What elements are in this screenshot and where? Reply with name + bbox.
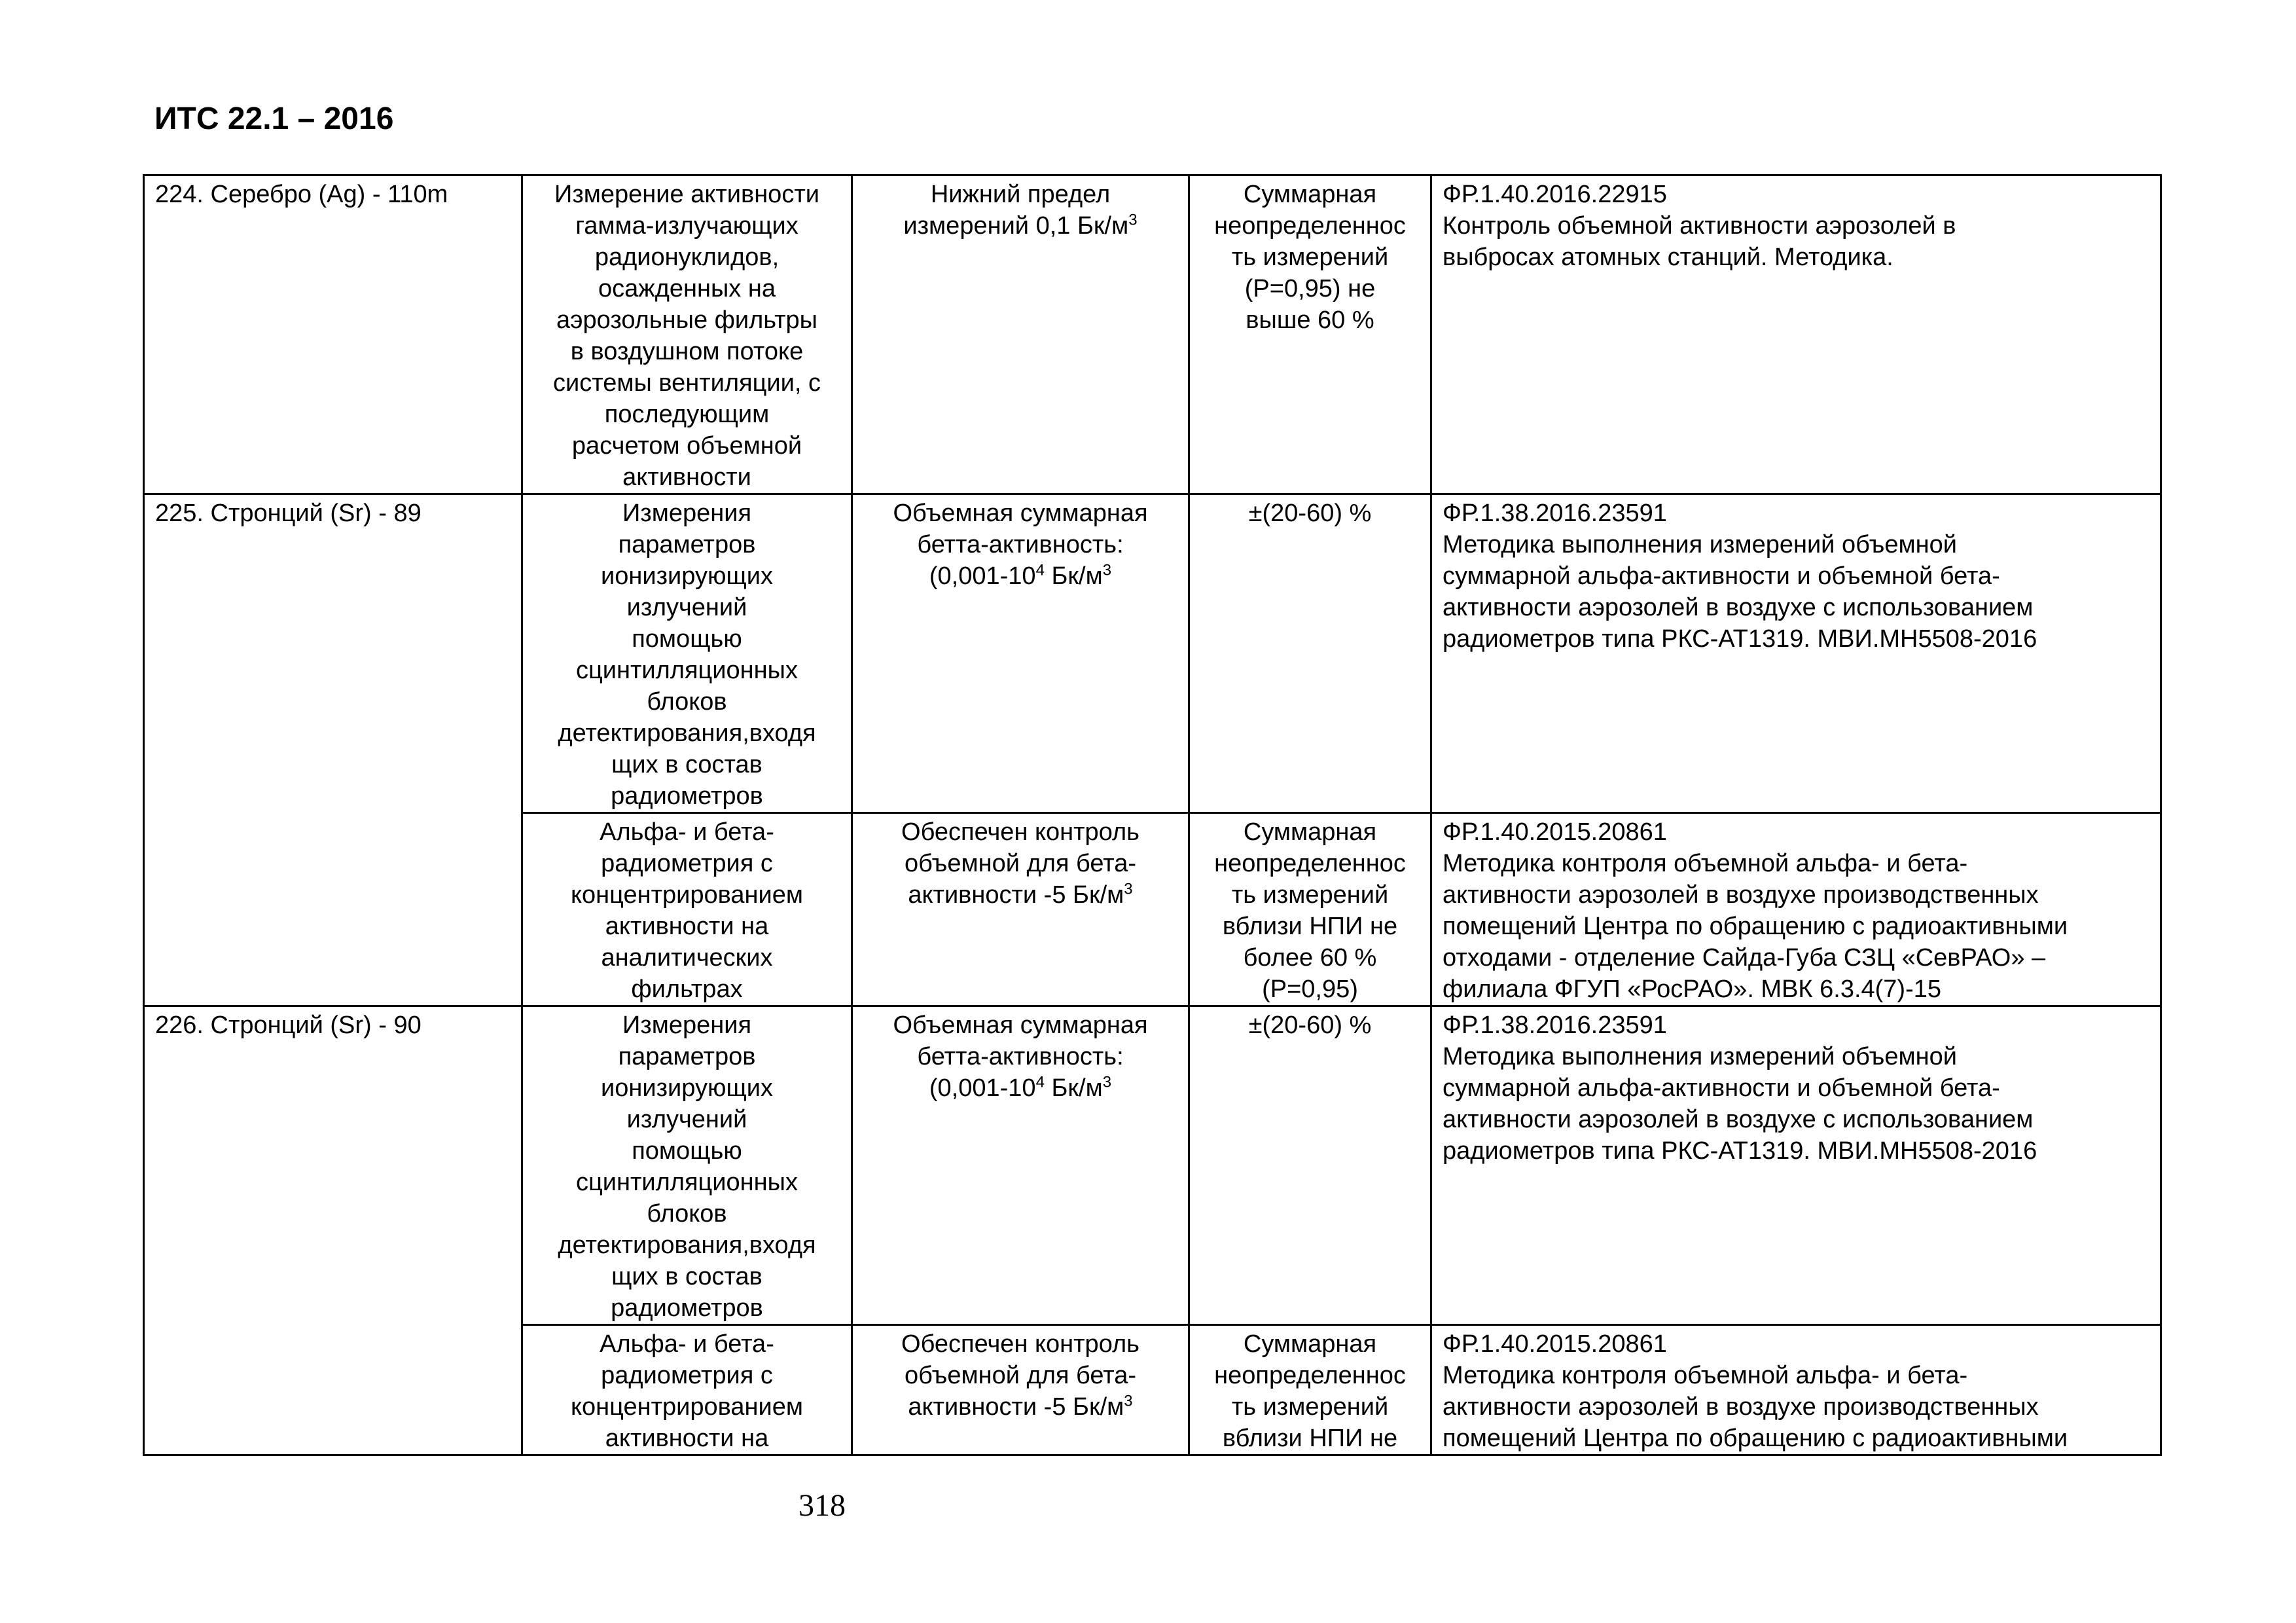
cell-line: радиометрия с xyxy=(601,1362,773,1389)
cell-line: ФР.1.40.2015.20861 xyxy=(1443,1330,1667,1358)
cell-line: аэрозольные фильтры xyxy=(556,306,817,334)
superscript: 3 xyxy=(1124,880,1133,898)
cell-line: Методика контроля объемной альфа- и бета- xyxy=(1443,850,1968,877)
cell-line: Методика выполнения измерений объемной xyxy=(1443,531,1957,558)
cell-line: ФР.1.40.2015.20861 xyxy=(1443,818,1667,846)
cell-line: суммарной альфа-активности и объемной бета- xyxy=(1443,562,2000,590)
cell-line: излучений xyxy=(626,594,747,621)
cell-line: системы вентиляции, с xyxy=(553,369,821,397)
cell-line: ть измерений xyxy=(1231,244,1389,271)
cell-line: неопределеннос xyxy=(1214,212,1406,240)
cell-line: Измерения xyxy=(622,500,752,527)
superscript: 4 xyxy=(1035,1073,1045,1091)
cell-line: Методика выполнения измерений объемной xyxy=(1443,1043,1957,1070)
doc-cell xyxy=(1431,175,2161,494)
cell-line: Контроль объемной активности аэрозолей в xyxy=(1443,212,1956,240)
cell-line: ФР.1.40.2016.22915 xyxy=(1443,181,1667,208)
cell-line: ±(20-60) % xyxy=(1248,500,1372,527)
cell-line: излучений xyxy=(626,1106,747,1133)
cell-line: ионизирующих xyxy=(601,562,773,590)
cell-line: Суммарная xyxy=(1243,818,1377,846)
superscript: 4 xyxy=(1035,561,1045,579)
accuracy-cell xyxy=(1189,813,1431,1006)
document-header: ИТС 22.1 – 2016 xyxy=(154,101,394,136)
cell-line: ±(20-60) % xyxy=(1248,1012,1372,1039)
cell-line: активности xyxy=(622,464,751,491)
cell-line: Суммарная xyxy=(1243,181,1377,208)
element-cell: 224. Серебро (Ag) - 110m xyxy=(144,175,522,494)
method-cell xyxy=(522,1325,852,1455)
cell-line: радиометров xyxy=(611,782,763,810)
cell-line: более 60 % xyxy=(1243,944,1377,972)
cell-line: активности -5 $Бк/м^3$ xyxy=(908,880,1133,909)
cell-line: Нижний предел xyxy=(930,181,1111,208)
doc-cell xyxy=(1431,813,2161,1006)
cell-line: блоков xyxy=(647,1200,727,1228)
range-cell xyxy=(852,1006,1189,1325)
cell-line: блоков xyxy=(647,688,727,716)
cell-line: сцинтилляционных xyxy=(576,1169,798,1196)
doc-cell xyxy=(1431,494,2161,813)
cell-line: ть измерений xyxy=(1231,881,1389,909)
cell-line: измерений 0,1 $Бк/м^3$ xyxy=(903,211,1138,240)
cell-line: объемной для бета- xyxy=(904,850,1136,877)
cell-line: суммарной альфа-активности и объемной бета- xyxy=(1443,1074,2000,1102)
cell-line: последующим xyxy=(604,401,770,428)
cell-line: активности аэрозолей в воздухе производственных xyxy=(1443,1393,2039,1421)
method-cell xyxy=(522,175,852,494)
cell-line: Обеспечен контроль xyxy=(901,1330,1139,1358)
cell-line: детектирования,входя xyxy=(558,1231,816,1259)
cell-line: Измерения xyxy=(622,1012,752,1039)
superscript: 3 xyxy=(1102,561,1112,579)
element-cell: 225. Стронций (Sr) - 89 xyxy=(144,494,522,1006)
accuracy-cell xyxy=(1189,1006,1431,1325)
superscript: 3 xyxy=(1124,1392,1133,1410)
method-cell xyxy=(522,494,852,813)
element-cell: 226. Стронций (Sr) - 90 xyxy=(144,1006,522,1455)
cell-line: отходами - отделение Сайда-Губа СЗЦ «СевРАО» – xyxy=(1443,944,2046,972)
cell-line: бетта-активность: xyxy=(917,531,1124,558)
cell-line: филиала ФГУП «РосРАО». МВК 6.3.4(7)-15 xyxy=(1443,976,1942,1003)
cell-line: помещений Центра по обращению с радиоактивными xyxy=(1443,1425,2068,1452)
superscript: 3 xyxy=(1102,1073,1112,1091)
cell-line: Обеспечен контроль xyxy=(901,818,1139,846)
cell-line: фильтрах xyxy=(631,976,743,1003)
cell-line: щих в состав xyxy=(611,751,762,778)
table-row xyxy=(144,1006,2161,1325)
cell-line: активности на xyxy=(605,1425,769,1452)
cell-line: Методика контроля объемной альфа- и бета- xyxy=(1443,1362,1968,1389)
cell-line: ФР.1.38.2016.23591 xyxy=(1443,500,1667,527)
cell-line: активности аэрозолей в воздухе с использованием xyxy=(1443,594,2034,621)
cell-line: радиометров типа РКС-АТ1319. МВИ.МН5508-2016 xyxy=(1443,1137,2037,1165)
range-cell xyxy=(852,1325,1189,1455)
cell-line: Объемная суммарная xyxy=(893,500,1148,527)
range-cell xyxy=(852,175,1189,494)
table-row xyxy=(144,175,2161,494)
method-cell xyxy=(522,1006,852,1325)
cell-line: в воздушном потоке xyxy=(570,338,804,365)
cell-line: аналитических xyxy=(601,944,773,972)
cell-line: сцинтилляционных xyxy=(576,657,798,684)
accuracy-cell xyxy=(1189,175,1431,494)
cell-line: неопределеннос xyxy=(1214,850,1406,877)
cell-line: вблизи НПИ не xyxy=(1222,1425,1398,1452)
cell-line: ионизирующих xyxy=(601,1074,773,1102)
cell-line: радионуклидов, xyxy=(594,244,780,271)
cell-line: активности аэрозолей в воздухе производственных xyxy=(1443,881,2039,909)
cell-line: ть измерений xyxy=(1231,1393,1389,1421)
accuracy-cell xyxy=(1189,494,1431,813)
cell-line: концентрированием xyxy=(570,881,804,909)
cell-line: Альфа- и бета- xyxy=(600,1330,774,1358)
cell-line: радиометров xyxy=(611,1294,763,1322)
doc-cell xyxy=(1431,1325,2161,1455)
cell-line: осажденных на xyxy=(598,275,776,302)
cell-line: Объемная суммарная xyxy=(893,1012,1148,1039)
method-cell xyxy=(522,813,852,1006)
cell-line: (Р=0,95) xyxy=(1262,976,1358,1003)
cell-line: радиометрия с xyxy=(601,850,773,877)
cell-line: помощью xyxy=(632,625,742,653)
cell-line: объемной для бета- xyxy=(904,1362,1136,1389)
cell-line: Суммарная xyxy=(1243,1330,1377,1358)
cell-line: помещений Центра по обращению с радиоактивными xyxy=(1443,913,2068,940)
accuracy-cell xyxy=(1189,1325,1431,1455)
cell-line: выше 60 % xyxy=(1246,306,1374,334)
page-number: 318 xyxy=(798,1488,846,1523)
cell-line: детектирования,входя xyxy=(558,720,816,747)
cell-line: ($0,001-10^4$ $Бк/м^3$ xyxy=(929,561,1112,590)
cell-line: помощью xyxy=(632,1137,742,1165)
cell-line: расчетом объемной xyxy=(571,432,802,460)
cell-line: выбросах атомных станций. Методика. xyxy=(1443,244,1893,271)
cell-line: ФР.1.38.2016.23591 xyxy=(1443,1012,1667,1039)
cell-line: активности на xyxy=(605,913,769,940)
cell-line: Измерение активности xyxy=(554,181,819,208)
cell-line: параметров xyxy=(618,531,756,558)
cell-line: концентрированием xyxy=(570,1393,804,1421)
cell-line: (Р=0,95) не xyxy=(1244,275,1376,302)
range-cell xyxy=(852,494,1189,813)
superscript: 3 xyxy=(1128,211,1138,229)
cell-line: гамма-излучающих xyxy=(575,212,798,240)
cell-line: активности аэрозолей в воздухе с использованием xyxy=(1443,1106,2034,1133)
cell-line: ($0,001-10^4$ $Бк/м^3$ xyxy=(929,1073,1112,1102)
range-cell xyxy=(852,813,1189,1006)
cell-line: параметров xyxy=(618,1043,756,1070)
cell-line: неопределеннос xyxy=(1214,1362,1406,1389)
cell-line: бетта-активность: xyxy=(917,1043,1124,1070)
table-row xyxy=(144,494,2161,813)
cell-line: активности -5 $Бк/м^3$ xyxy=(908,1392,1133,1421)
cell-line: вблизи НПИ не xyxy=(1222,913,1398,940)
methods-table xyxy=(143,174,2162,1456)
cell-line: Альфа- и бета- xyxy=(600,818,774,846)
cell-line: щих в состав xyxy=(611,1263,762,1290)
cell-line: радиометров типа РКС-АТ1319. МВИ.МН5508-2016 xyxy=(1443,625,2037,653)
doc-cell xyxy=(1431,1006,2161,1325)
